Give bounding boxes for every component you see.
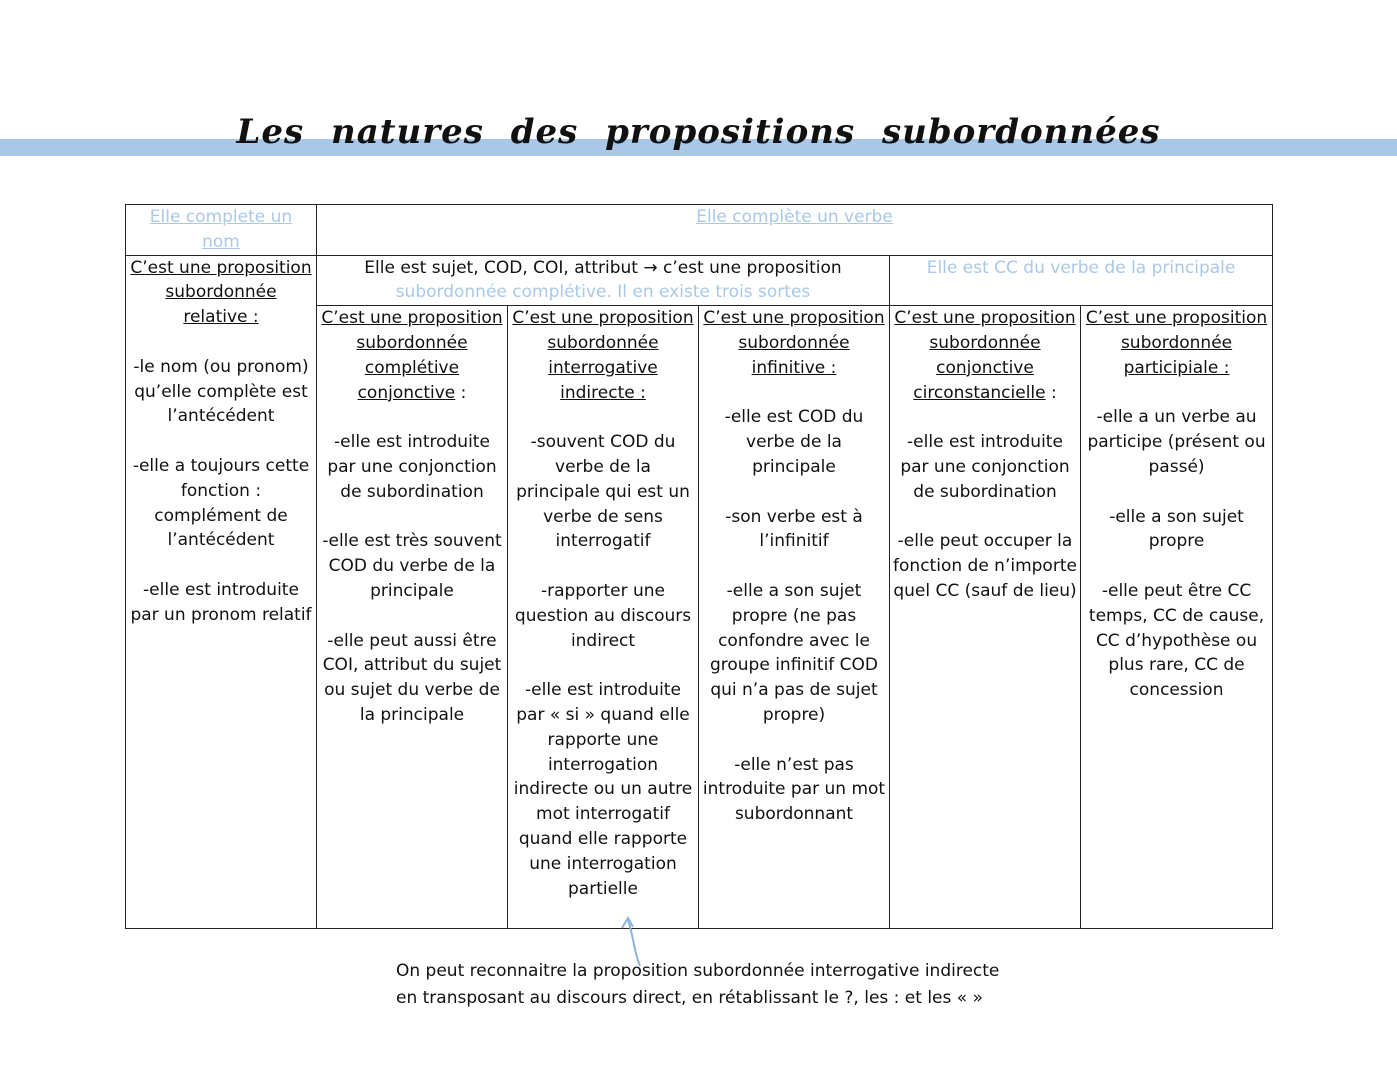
col-label: C’est une proposition [512,308,694,329]
col-item: -son verbe est à l’infinitif [725,506,863,552]
col-label: infinitive : [751,357,837,378]
col-item: -elle est très souvent COD du verbe de la principale [322,531,502,601]
col-label: subordonnée [738,332,850,353]
col-item: -elle a un verbe au participe (présent ou passé) [1087,407,1266,477]
col-label: C’est une proposition [894,308,1076,329]
col-participiale [1081,306,1273,929]
col-item: -souvent COD du verbe de la principale qui est un verbe de sens interrogatif [516,432,690,552]
col-label-suffix: : [1045,382,1057,403]
col-label: complétive [364,357,460,378]
page-title: Les natures des propositions subordonnées [236,112,1161,152]
note-line2: en transposant au discours direct, en rétablissant le ?, les : et les « » [396,988,983,1008]
relative-label-3: relative : [183,307,259,328]
completive-header-line2: subordonnée complétive. Il en existe trois sortes [395,282,811,303]
completive-header [317,255,890,306]
subordinate-clauses-table [125,204,1273,929]
completive-header-line1: Elle est sujet, COD, COI, attribut → c’est une proposition [364,257,842,278]
col-label: subordonnée [1120,332,1233,353]
col-item: -elle peut aussi être COI, attribut du sujet ou sujet du verbe de la principale [322,630,502,725]
col-item: -elle peut occuper la fonction de n’importe quel CC (sauf de lieu) [893,531,1077,601]
col-item: -elle a son sujet propre [1109,506,1244,552]
col-conjonctive-circonstancielle [890,306,1081,929]
col-label: conjonctive [936,357,1034,378]
col-item: -elle peut être CC temps, CC de cause, CC d’hypothèse ou plus rare, CC de concession [1088,580,1265,701]
col-label: subordonnée [547,332,659,353]
col-completive-conjonctive [317,306,508,929]
circ-header: Elle est CC du verbe de la principale [890,255,1273,306]
relative-label-2: subordonnée [165,282,277,303]
note [396,958,1096,1012]
col-infinitive [699,306,890,929]
relative-item: -le nom (ou pronom) qu’elle complète est l’antécédent [133,356,309,427]
col-label: conjonctive [357,382,456,403]
relative-cell [126,255,317,928]
col-label-suffix: : [455,382,467,403]
header-verb: Elle complète un verbe [317,205,1273,256]
col-label: participiale : [1123,357,1230,378]
relative-label-1: C’est une proposition [130,257,312,278]
col-item: -elle a son sujet propre (ne pas confondre avec le groupe infinitif COD qui n’a pas de sujet propre) [709,580,879,725]
col-label: C’est une proposition [321,308,503,329]
col-item: -elle n’est pas introduite par un mot subordonnant [702,754,886,825]
col-label: interrogative [548,357,658,378]
header-noun: Elle complete un nom [126,205,317,256]
col-label-last [893,381,1077,406]
col-label: C’est une proposition [1085,308,1268,329]
relative-item: -elle est introduite par un pronom relatif [130,579,312,625]
col-label-last [320,381,504,406]
col-item: -rapporter une question au discours indirect [514,580,692,651]
col-item: -elle est introduite par une conjonction de subordination [900,432,1070,502]
col-label: C’est une proposition [703,308,885,329]
col-label: subordonnée [356,332,468,353]
col-label: circonstancielle [913,382,1046,403]
col-label: indirecte : [560,382,646,403]
col-item: -elle est COD du verbe de la principale [724,407,864,477]
col-item: -elle est introduite par « si » quand elle rapporte une interrogation indirecte ou un autre mot interrogatif quand elle rapporte une interrogation partielle [513,680,693,899]
col-interrogative-indirecte [508,306,699,929]
col-item: -elle est introduite par une conjonction de subordination [327,432,497,502]
col-label: subordonnée [929,332,1041,353]
relative-item: -elle a toujours cette fonction : complément de l’antécédent [132,455,310,551]
note-line1: On peut reconnaitre la proposition subordonnée interrogative indirecte [396,961,1000,981]
